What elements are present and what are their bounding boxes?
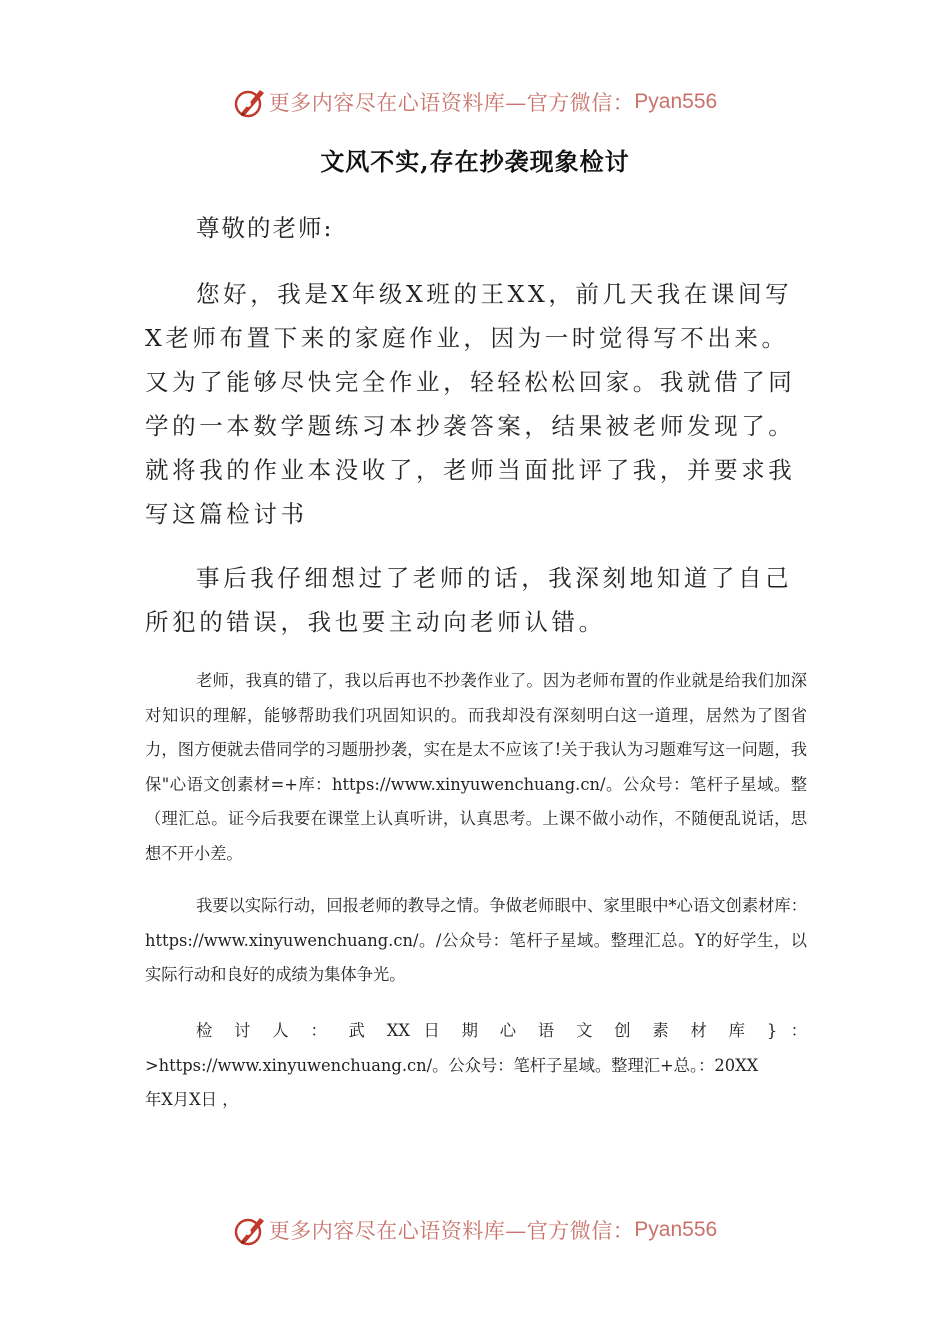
banner-text: 更多内容尽在心语资料库—官方微信： [268, 91, 635, 115]
signature-line-3: 年X月X日 ， [145, 1090, 239, 1110]
paragraph-2: 事后我仔细想过了老师的话，我深刻地知道了自己所犯的错误，我也要主动向老师认错。 [145, 564, 793, 636]
signature-block [145, 1014, 807, 1118]
banner-wechat-handle: Pyan556 [634, 90, 718, 113]
salutation: 尊敬的老师: [196, 214, 334, 242]
paragraph-1: 您好，我是X年级X班的王XX，前几天我在课间写X老师布置下来的家庭作业，因为一时觉得写不出来。又为了能够尽快完全作业，轻轻松松回家。我就借了同学的一本数学题练习本抄袭答案，结果被老师发现了。就将我的作业本没收了，老师当面批评了我，并要求我写这篇检讨书 [145, 280, 796, 528]
banner-wechat-handle: Pyan556 [634, 1218, 718, 1241]
signature-line-2: >https://www.xinyuwenchuang.cn/。公众号：笔杆子星域。整理汇+总。：20XX [145, 1055, 759, 1075]
pen-nib-circle-icon [233, 85, 267, 119]
footer-watermark-banner [0, 1208, 950, 1252]
signature-line-1: 检 讨 人 ： 武 XX 日 期 心 语 文 创 素 材 库 } ： [196, 1021, 807, 1040]
paragraph-4: 我要以实际行动，回报老师的教导之情。争做老师眼中、家里眼中*心语文创素材库：https://www.xinyuwenchuang.cn/。/公众号：笔杆子星域。整理汇总。Y的好学生，以实际行动和良好的成绩为集体争光。 [145, 896, 807, 985]
banner-text: 更多内容尽在心语资料库—官方微信： [268, 1219, 635, 1243]
document-title: 文风不实,存在抄袭现象检讨 [320, 147, 630, 176]
paragraph-3: 老师，我真的错了，我以后再也不抄袭作业了。因为老师布置的作业就是给我们加深对知识的理解，能够帮助我们巩固知识的。而我却没有深刻明白这一道理，居然为了图省力，图方便就去借同学的习题册抄袭，实在是太不应该了!关于我认为习题难写这一问题，我保"心语文创素材=+库：https://www.xinyuwenchuang.cn/。公众号：笔杆子星域。整（理汇总。证今后我要在课堂上认真听讲，认真思考。上课不做小动作，不随便乱说话，思想不开小差。 [145, 671, 807, 863]
pen-nib-circle-icon [233, 1213, 267, 1247]
header-watermark-banner [0, 80, 950, 124]
